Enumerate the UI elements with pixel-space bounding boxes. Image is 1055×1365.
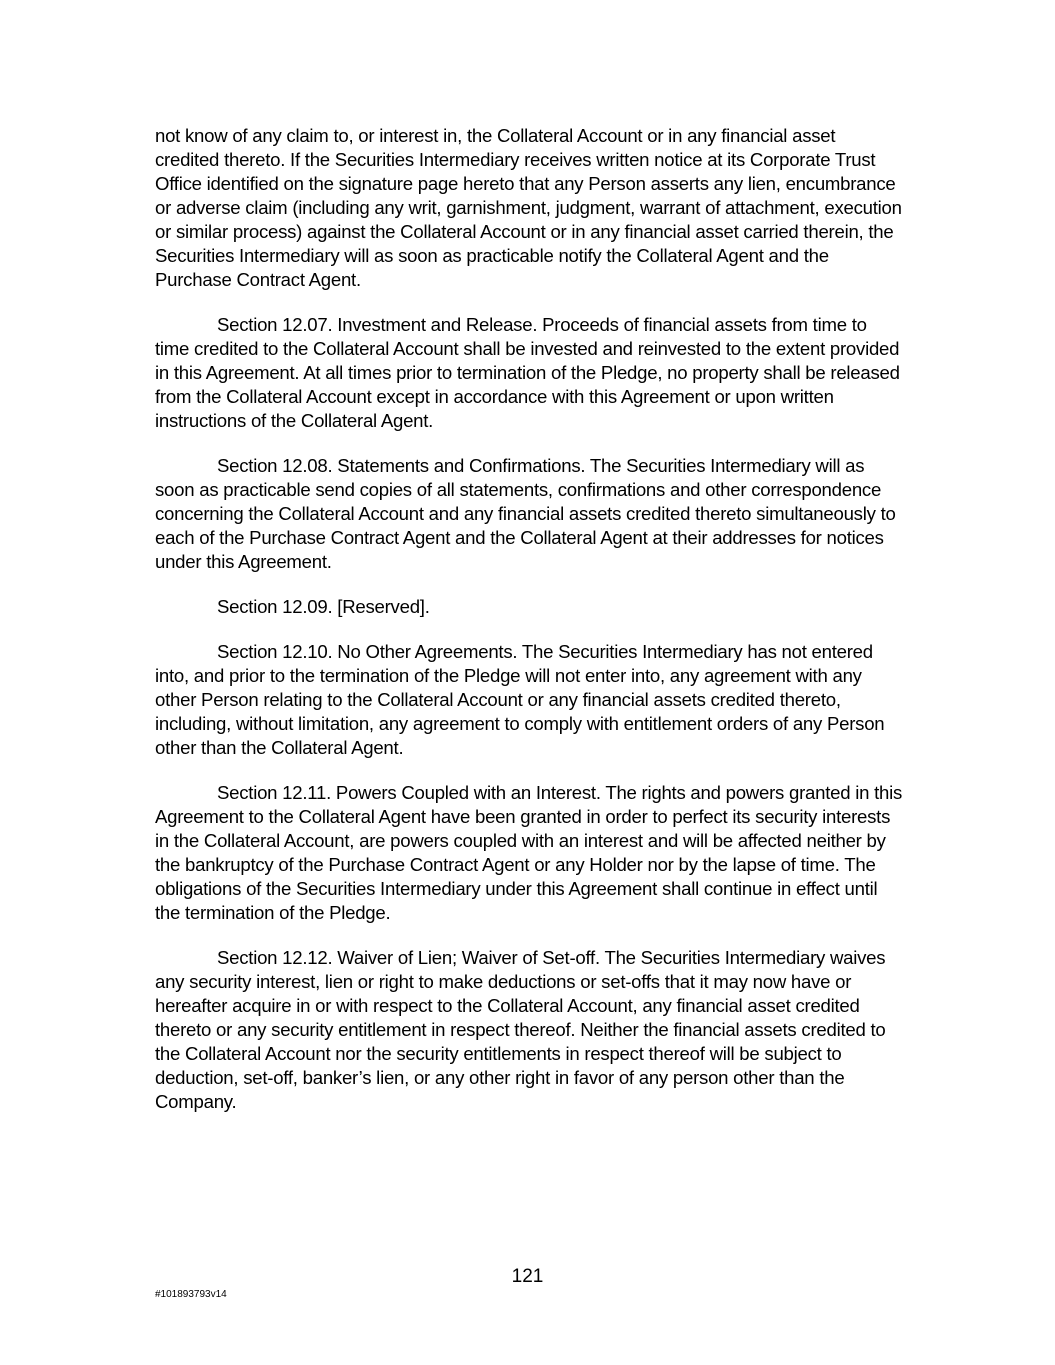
section-12-09: Section 12.09. [Reserved]. xyxy=(217,596,430,617)
section-12-12: Section 12.12. Waiver of Lien; Waiver of Set-off. The Securities Intermediary waives any security interest, lien or right to make deductions or set-offs that it may now have or hereafter acquire in or with respect to the Collateral Account, any financial asset credited thereto or any security entitlement in respect thereof. Neither the financial assets credited to the Collateral Account nor the security entitlements in respect thereof will be subject to deduction, set-off, banker’s lien, or any other right in favor of any person other than the Company. xyxy=(155,947,886,1112)
section-12-11: Section 12.11. Powers Coupled with an Interest. The rights and powers granted in this Agreement to the Collateral Agent have been granted in order to perfect its security interests in the Collateral Account, are powers coupled with an interest and will be affected neither by the bankruptcy of the Purchase Contract Agent or any Holder nor by the lapse of time. The obligations of the Securities Intermediary under this Agreement shall continue in effect until the termination of the Pledge. xyxy=(155,782,903,923)
section-12-08: Section 12.08. Statements and Confirmations. The Securities Intermediary will as soon as practicable send copies of all statements, confirmations and other correspondence concerning the Collateral Account and any financial assets credited thereto simultaneously to each of the Purchase Contract Agent and the Collateral Agent at their addresses for notices under this Agreement. xyxy=(155,455,896,572)
paragraph-continuation: not know of any claim to, or interest in, the Collateral Account or in any financial asset credited thereto. If the Securities Intermediary receives written notice at its Corporate Trust Office identified on the signature page hereto that any Person asserts any lien, encumbrance or adverse claim (including any writ, garnishment, judgment, warrant of attachment, execution or similar process) against the Collateral Account or in any financial asset carried therein, the Securities Intermediary will as soon as practicable notify the Collateral Agent and the Purchase Contract Agent. xyxy=(155,125,902,290)
page-number: 121 xyxy=(511,1266,544,1287)
document-body xyxy=(155,124,903,1135)
section-12-10: Section 12.10. No Other Agreements. The Securities Intermediary has not entered into, and prior to the termination of the Pledge will not enter into, any agreement with any other Person relating to the Collateral Account or any financial assets credited thereto, including, without limitation, any agreement to comply with entitlement orders of any Person other than the Collateral Agent. xyxy=(155,641,885,758)
section-12-07: Section 12.07. Investment and Release. Proceeds of financial assets from time to time credited to the Collateral Account shall be invested and reinvested to the extent provided in this Agreement. At all times prior to termination of the Pledge, no property shall be released from the Collateral Account except in accordance with this Agreement or upon written instructions of the Collateral Agent. xyxy=(155,314,900,431)
document-id: #101893793v14 xyxy=(155,1289,227,1300)
